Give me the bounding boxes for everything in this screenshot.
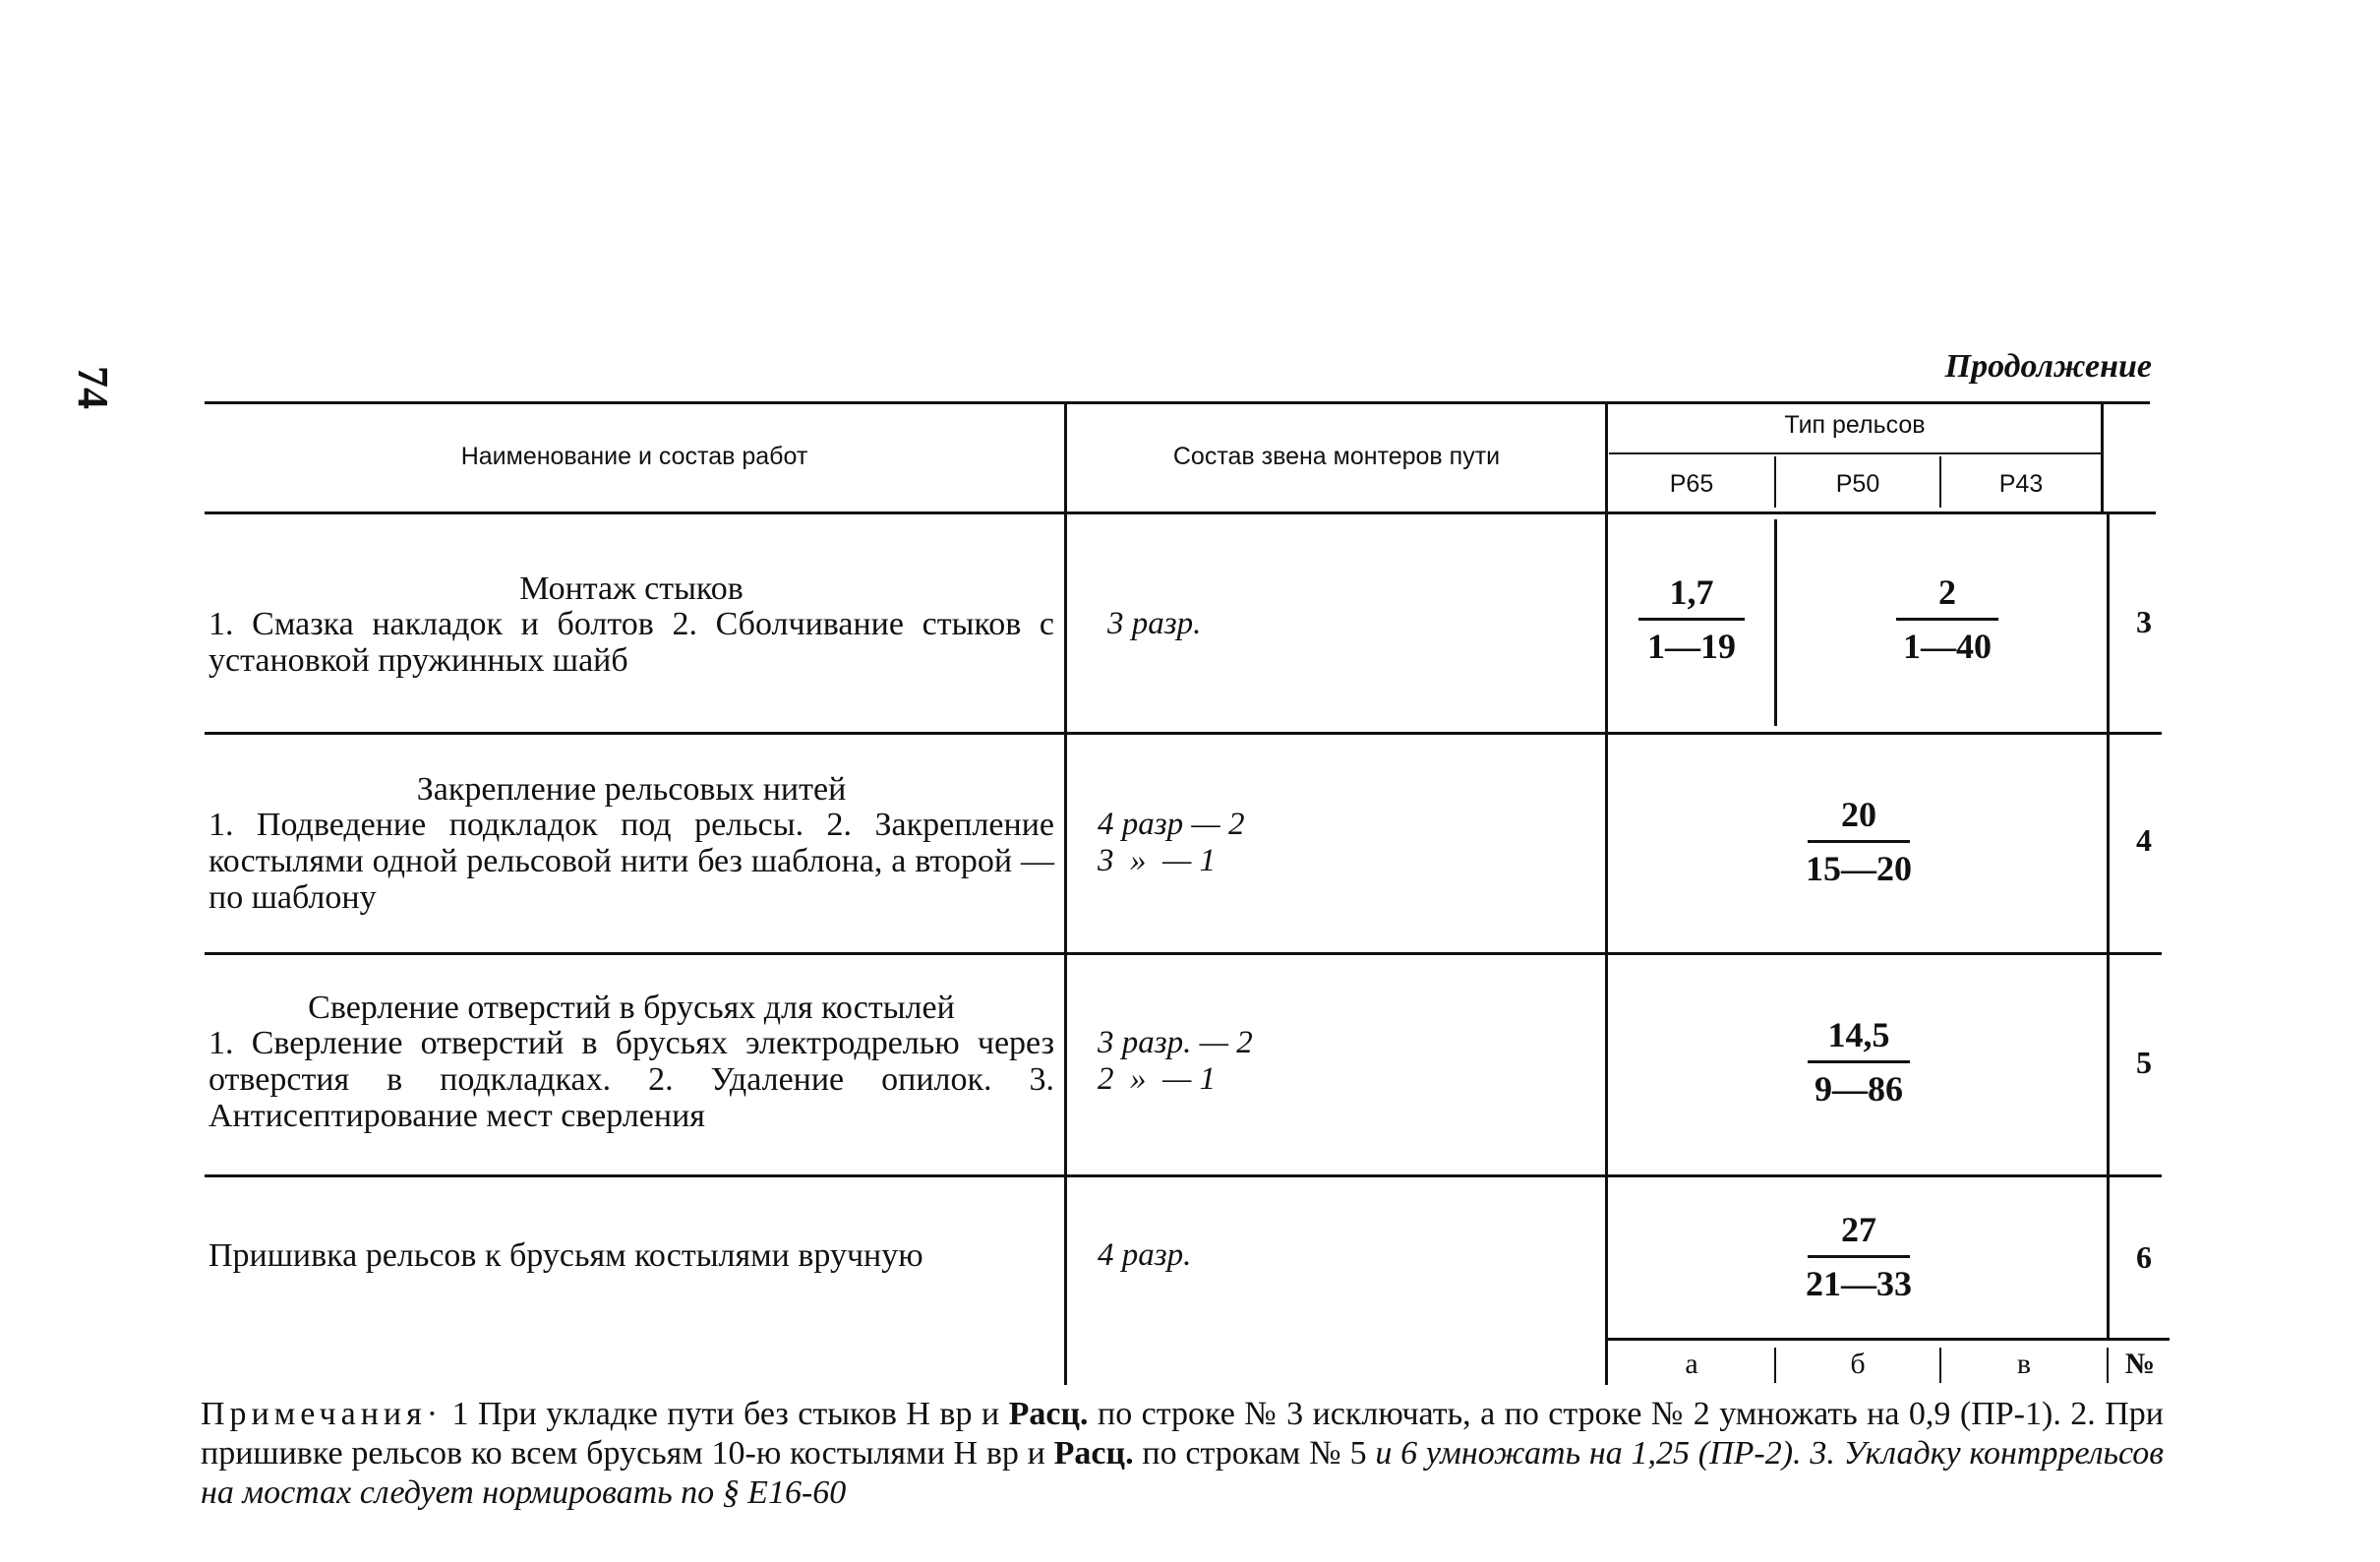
row-description: 1. Сверление отверстий в брусьях электродрелью через отверстия в подкладках. 2. Удаление опилок. 3. Антисептирование мест сверления xyxy=(208,1025,1054,1134)
row-title: Сверление отверстий в брусьях для костылей xyxy=(308,990,955,1026)
row-number: 3 xyxy=(2136,604,2152,639)
notes xyxy=(201,1395,2164,1513)
row-title: Монтаж стыков xyxy=(519,571,744,607)
header-rail-r43: Р43 xyxy=(1998,470,2044,498)
header-divider-2 xyxy=(1605,403,1608,511)
header-rail-r50: Р50 xyxy=(1835,470,1880,498)
row-number: 6 xyxy=(2136,1239,2152,1275)
notes-text-1: 1 При укладке пути без стыков Н вр и xyxy=(443,1396,1009,1432)
row-value-r65 xyxy=(1623,569,1760,670)
fraction-bar xyxy=(1896,618,1998,621)
row-description: 1. Смазка накладок и болтов 2. Сболчивание стыков с установкой пружинных шайб xyxy=(208,606,1054,679)
header-rail-type: Тип рельсов xyxy=(1784,411,1926,439)
footer-col-v: в xyxy=(2016,1348,2032,1380)
row-number: 5 xyxy=(2136,1045,2152,1080)
row-crew: 4 разр. xyxy=(1098,1237,1192,1273)
value-denominator: 1—40 xyxy=(1903,627,1992,666)
footer-col-a: а xyxy=(1685,1348,1698,1380)
footer-col-number: № xyxy=(2124,1348,2156,1380)
footer-col-b: б xyxy=(1850,1348,1866,1380)
value-denominator: 21—33 xyxy=(1806,1264,1912,1303)
row-separator-1 xyxy=(205,732,2162,735)
notes-rasc-1: Расц. xyxy=(1008,1396,1089,1432)
notes-rasc-2: Расц. xyxy=(1053,1435,1134,1472)
notes-text-3: по строкам № 5 xyxy=(1133,1435,1376,1472)
row-crew: 4 разр — 2 3 » — 1 xyxy=(1098,807,1245,878)
row-value-all xyxy=(1780,1206,1937,1307)
header-crew: Состав звена монтеров пути xyxy=(1172,443,1501,470)
value-numerator: 1,7 xyxy=(1669,572,1714,612)
table-top-border xyxy=(205,401,2150,404)
header-divider-5 xyxy=(2101,403,2104,511)
row-value-r50-r43 xyxy=(1869,569,2026,670)
row-crew: 3 разр. xyxy=(1107,606,1202,641)
row-value-all xyxy=(1780,1011,1937,1112)
body-divider-num xyxy=(2107,513,2110,1340)
page-number: 74 xyxy=(69,366,117,409)
fraction-bar xyxy=(1808,840,1910,843)
body-divider-work xyxy=(1064,513,1067,1385)
row-description: Пришивка рельсов к брусьям костылями вручную xyxy=(208,1237,923,1274)
row-title: Закрепление рельсовых нитей xyxy=(416,771,847,808)
body-divider-r65 xyxy=(1774,519,1777,726)
notes-label: Примечания· xyxy=(201,1396,444,1432)
footer-divider-3 xyxy=(2107,1348,2109,1383)
fraction-bar xyxy=(1638,618,1745,621)
value-numerator: 20 xyxy=(1841,795,1876,834)
row-separator-3 xyxy=(205,1174,2162,1177)
continued-label: Продолжение xyxy=(1944,348,2152,385)
value-numerator: 14,5 xyxy=(1827,1015,1890,1054)
header-divider-1 xyxy=(1064,403,1067,511)
value-denominator: 9—86 xyxy=(1815,1069,1903,1109)
fraction-bar xyxy=(1808,1060,1910,1063)
header-bottom-border xyxy=(205,511,2156,514)
value-numerator: 2 xyxy=(1938,572,1956,612)
row-separator-2 xyxy=(205,952,2162,955)
notes-text-2: по строке № 3 исключать, а по строке № 2 умножать на 0,9 (ПР-1). 2. При пришивке рельсов ко всем брусьям 10-ю костылями Н вр и xyxy=(201,1396,2164,1472)
rail-type-subline xyxy=(1609,452,2101,454)
notes-text-4: и 6 умножать на 1,25 (ПР-2). 3. Укладку контррельсов на мостах следует нормировать по § Е16-60 xyxy=(201,1435,2164,1511)
row-crew: 3 разр. — 2 2 » — 1 xyxy=(1098,1025,1253,1097)
row-description: 1. Подведение подкладок под рельсы. 2. Закрепление костылями одной рельсовой нити без шаблона, а второй — по шаблону xyxy=(208,807,1054,916)
footer-col-line xyxy=(1605,1338,2170,1341)
row-value-all xyxy=(1780,791,1937,892)
header-rail-r65: Р65 xyxy=(1669,470,1714,498)
fraction-bar xyxy=(1808,1255,1910,1258)
header-work: Наименование и состав работ xyxy=(460,443,808,470)
value-denominator: 15—20 xyxy=(1806,849,1912,888)
row-number: 4 xyxy=(2136,822,2152,858)
body-divider-crew xyxy=(1605,513,1608,1385)
value-denominator: 1—19 xyxy=(1647,627,1736,666)
value-numerator: 27 xyxy=(1841,1210,1876,1249)
